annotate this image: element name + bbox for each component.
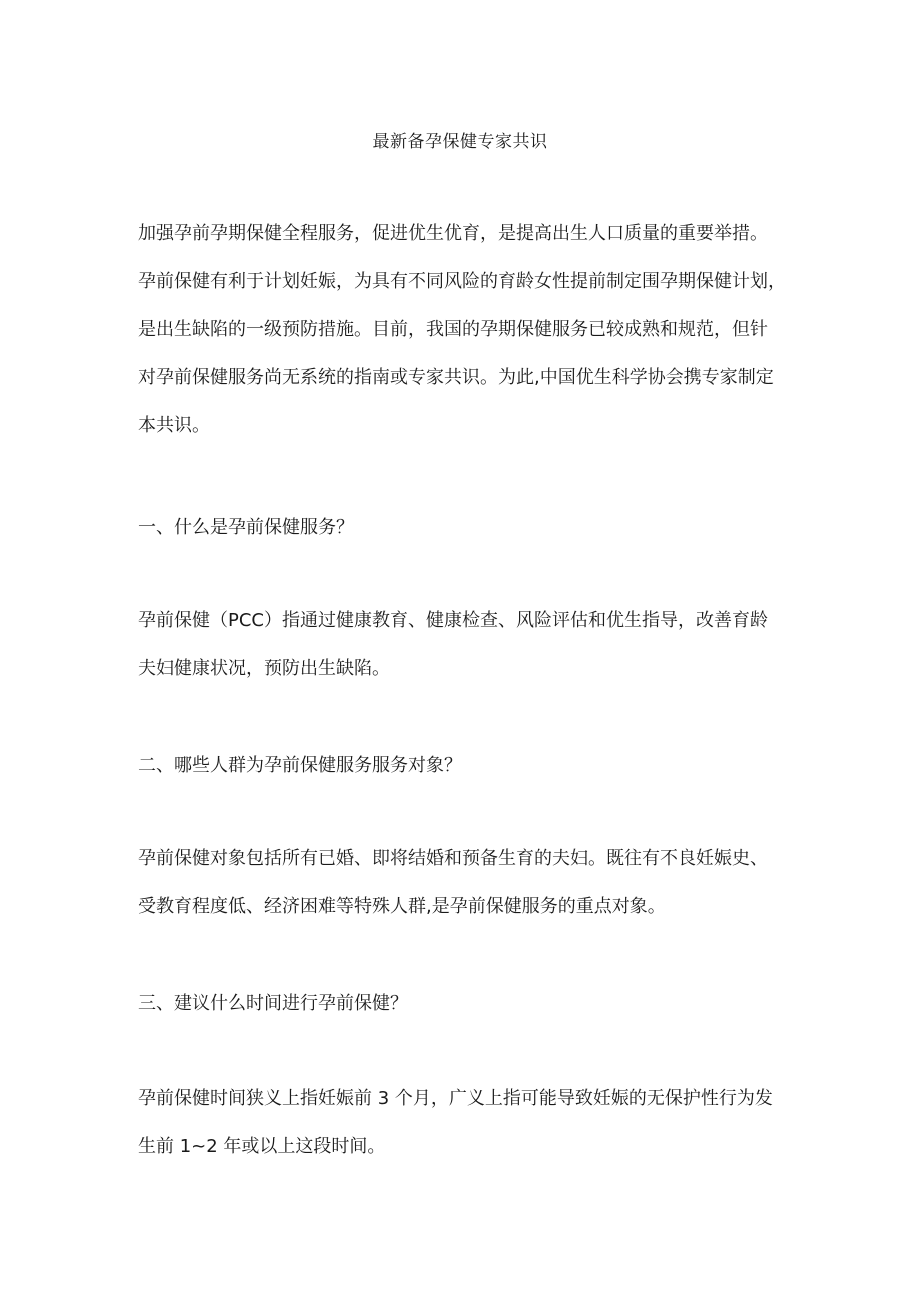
intro-line: 加强孕前孕期保健全程服务，促进优生优育，是提高出生人口质量的重要举措。 bbox=[138, 223, 768, 244]
body-line: 受教育程度低、经济困难等特殊人群,是孕前保健服务的重点对象。 bbox=[138, 896, 666, 917]
body-line: 夫妇健康状况，预防出生缺陷。 bbox=[138, 658, 390, 679]
body-line: 孕前保健时间狭义上指妊娠前 3 个月，广义上指可能导致妊娠的无保护性行为发 bbox=[138, 1088, 773, 1109]
section-body-1 bbox=[138, 597, 798, 693]
intro-paragraph bbox=[138, 210, 798, 450]
section-heading-3 bbox=[138, 980, 798, 1028]
section-heading-2 bbox=[138, 742, 798, 790]
intro-line: 孕前保健有利于计划妊娠，为具有不同风险的育龄女性提前制定围孕期保健计划， bbox=[138, 271, 786, 292]
section-heading: 三、建议什么时间进行孕前保健？ bbox=[138, 993, 408, 1014]
section-heading: 二、哪些人群为孕前保健服务服务对象？ bbox=[138, 755, 462, 776]
body-line: 生前 1~2 年或以上这段时间。 bbox=[138, 1136, 386, 1157]
section-body-3 bbox=[138, 1075, 798, 1171]
section-heading: 一、什么是孕前保健服务？ bbox=[138, 517, 354, 538]
document-title: 最新备孕保健专家共识 bbox=[372, 132, 548, 152]
section-heading-1 bbox=[138, 504, 798, 552]
intro-line: 是出生缺陷的一级预防措施。目前，我国的孕期保健服务已较成熟和规范，但针 bbox=[138, 319, 768, 340]
body-line: 孕前保健（PCC）指通过健康教育、健康检查、风险评估和优生指导，改善育龄 bbox=[138, 610, 768, 631]
intro-line: 对孕前保健服务尚无系统的指南或专家共识。为此,中国优生科学协会携专家制定 bbox=[138, 367, 774, 388]
body-line: 孕前保健对象包括所有已婚、即将结婚和预备生育的夫妇。既往有不良妊娠史、 bbox=[138, 848, 768, 869]
intro-line: 本共识。 bbox=[138, 415, 210, 436]
section-body-2 bbox=[138, 835, 798, 931]
